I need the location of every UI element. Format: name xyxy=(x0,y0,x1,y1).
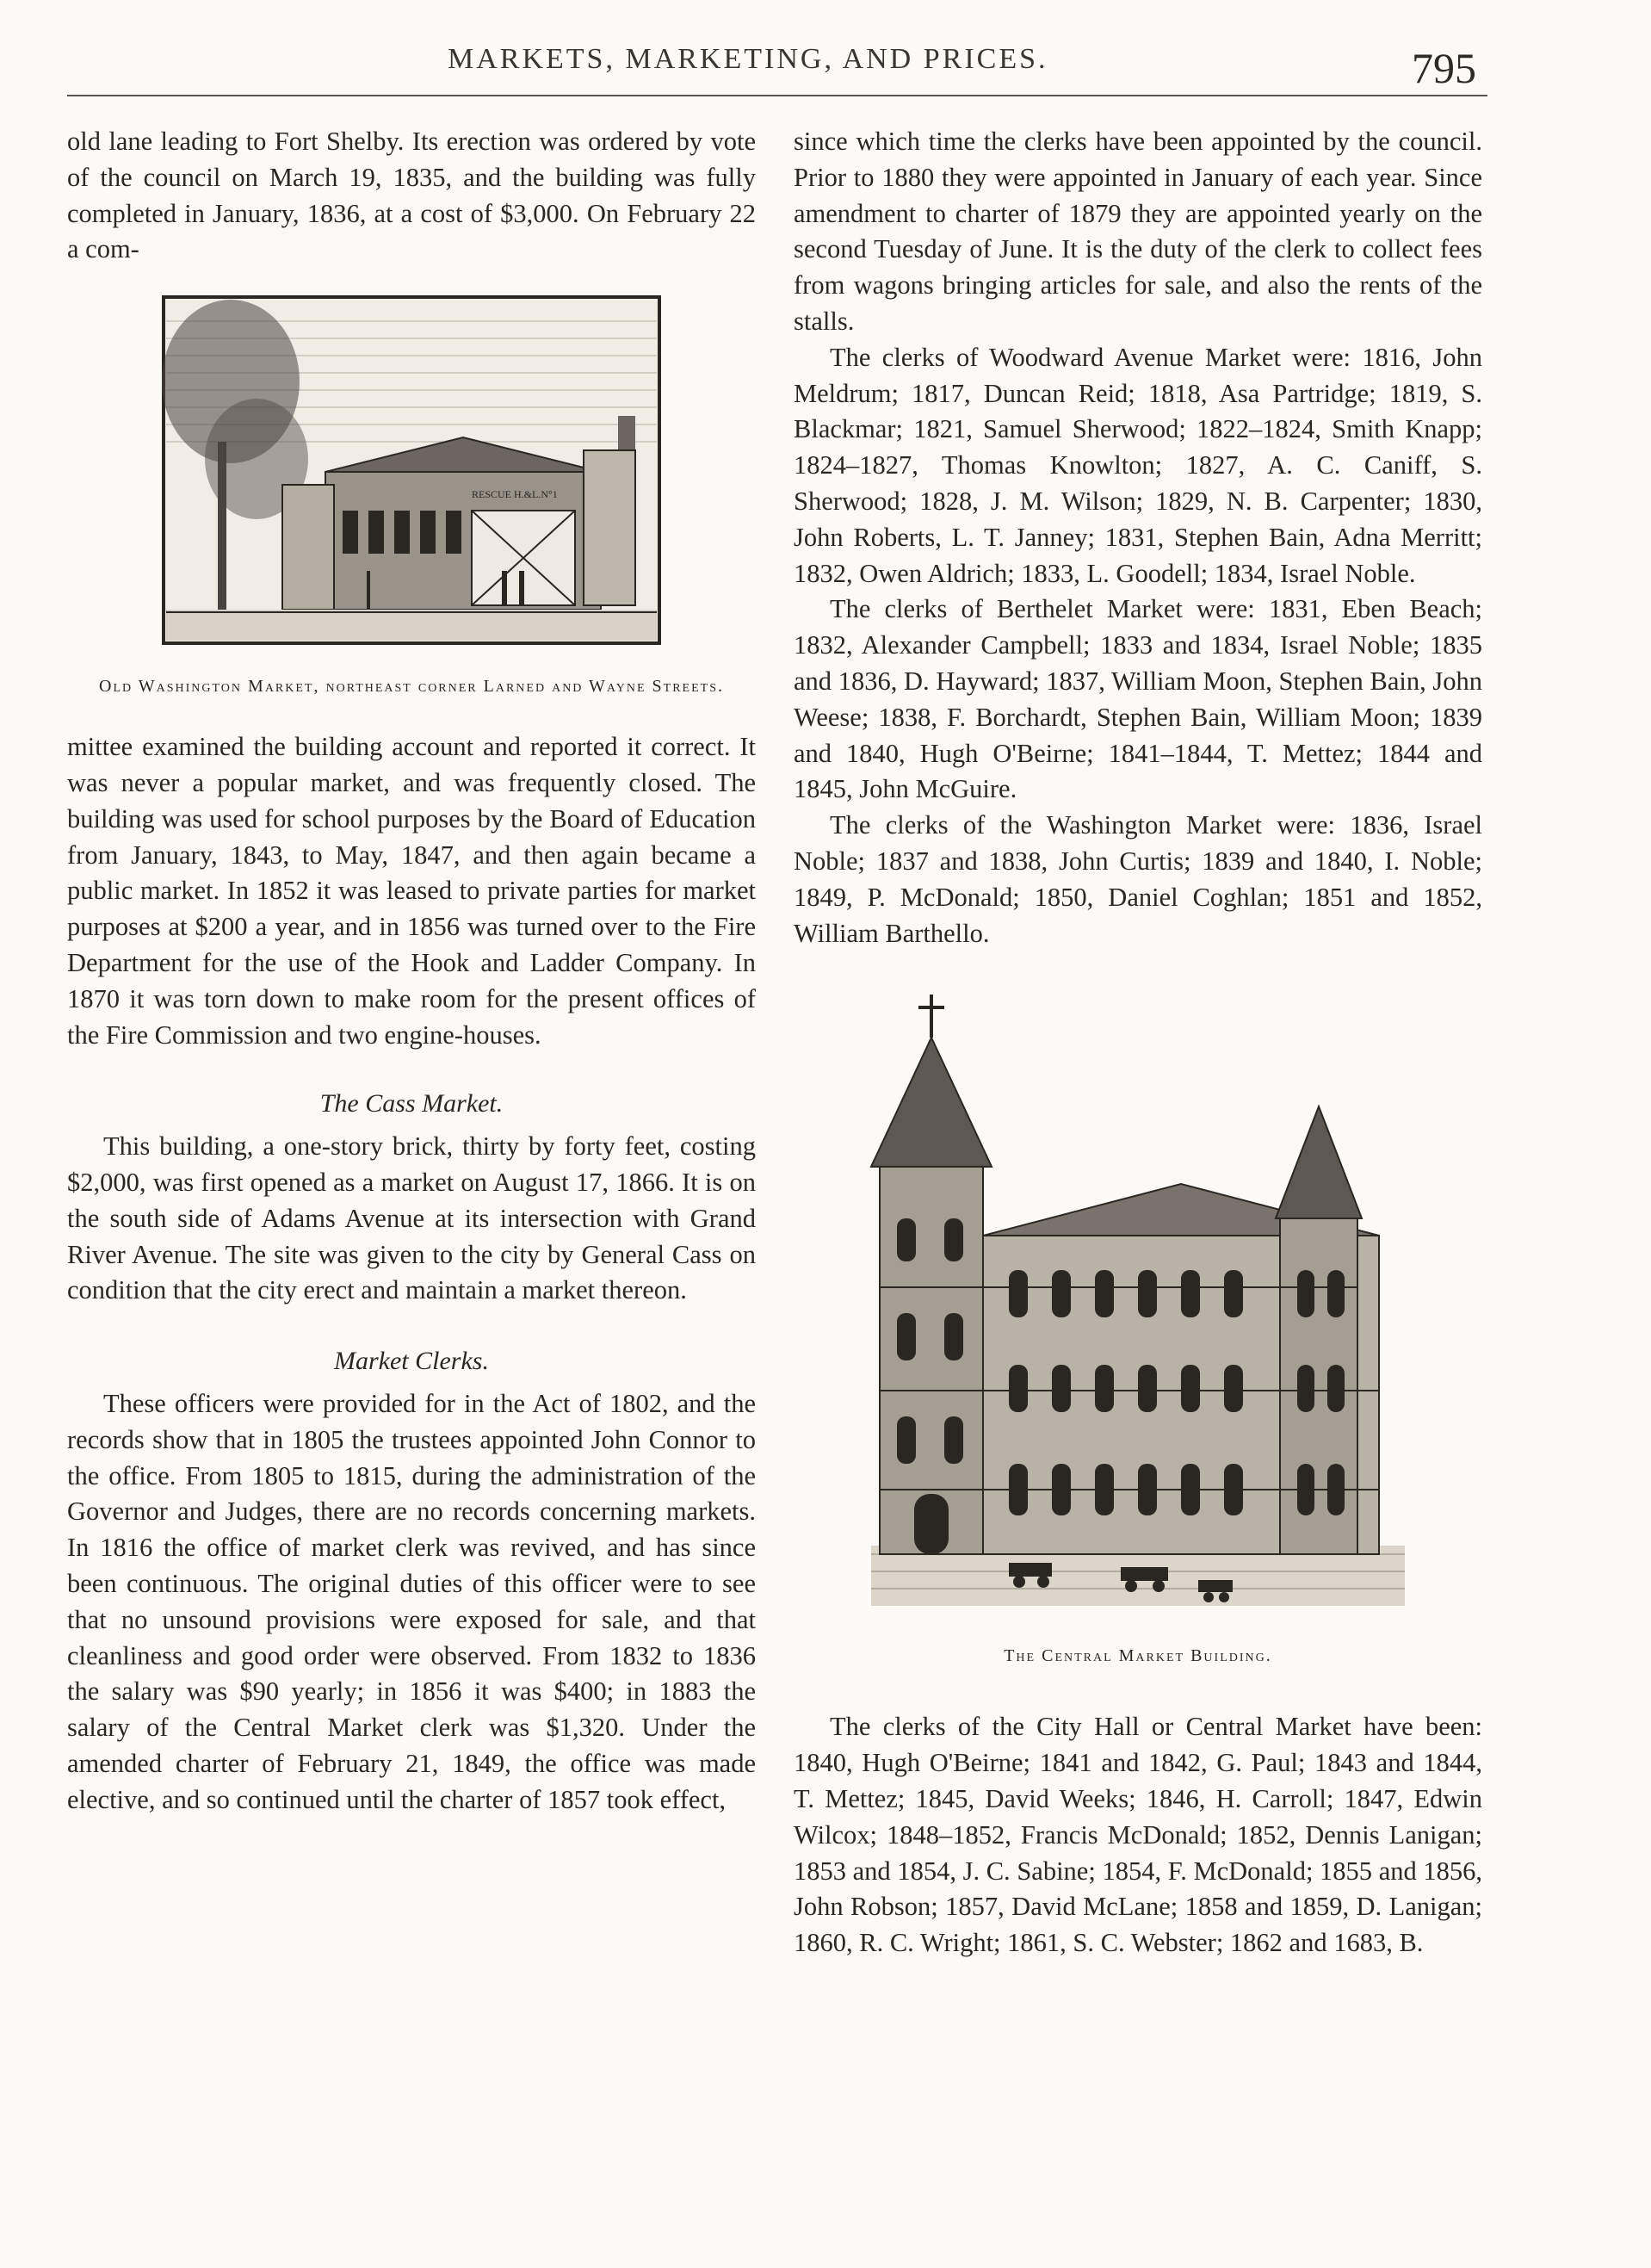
woodward-clerks-paragraph: The clerks of Woodward Avenue Market were: 1816, John Meldrum; 1817, Duncan Reid; 1818, Asa Partridge; 1819, S. Blackmar; 1821, Samuel Sherwood; 1822–1824, Smith Knapp; 1824–1827, Thomas Knowlton; 1827, A. C. Caniff, S. Sherwood; 1828, J. M. Wilson; 1829, N. B. Carpenter; 1830, John Roberts, L. T. Janney; 1831, Stephen Bain, Adna Merritt; 1832, Owen Aldrich; 1833, L. Goodell; 1834, Israel Noble. xyxy=(794,342,1482,588)
running-head xyxy=(0,38,1651,90)
firehouse-signage: RESCUE H.&L.N°1 xyxy=(472,488,558,501)
right-paragraph-1: since which time the clerks have been appointed by the council. Prior to 1880 they were appointed in January of each year. Since amendment to charter of 1879 they are appointed yearly on the second Tuesday of June. It is the duty of the clerk to collect fees from wagons bringing articles for sale, and also the rents of the stalls. xyxy=(794,127,1482,336)
left-paragraph-2: mittee examined the building account and reported it correct. It was never a popular market, and was frequently closed. The building was used for school purposes by the Board of Education from January, 1843, to May, 1847, and then again became a public market. In 1852 it was leased to private parties for market purposes at $200 a year, and in 1856 was turned over to the Fire Department for the use of the Hook and Ladder Company. In 1870 it was torn down to make room for the present offices of the Fire Commission and two engine-houses. xyxy=(67,732,756,1050)
central-market-clerks-paragraph: The clerks of the City Hall or Central Market have been: 1840, Hugh O'Beirne; 1841 and 1842, G. Paul; 1843 and 1844, T. Mettez; 1845, David Weeks; 1846, H. Carroll; 1847, Edwin Wilcox; 1848–1852, Francis McDonald; 1852, Dennis Lanigan; 1853 and 1854, J. C. Sabine; 1854, F. McDonald; 1855 and 1856, John Robson; 1857, David McLane; 1858 and 1859, D. Lanigan; 1860, R. C. Wright; 1861, S. C. Webster; 1862 and 1683, B. xyxy=(794,1712,1482,1958)
figure-caption-central-market: The Central Market Building. xyxy=(1004,1646,1272,1666)
market-clerks-paragraph: These officers were provided for in the Act of 1802, and the records show that in 1805 the trustees appointed John Connor to the office. From 1805 to 1815, during the administration of the Governor and Judges, there are no records concerning markets. In 1816 the office of market clerk was revived, and has since been continuous. The original duties of this officer were to see that no unsound provisions were exposed for sale, and that cleanliness and good order were observed. From 1832 to 1836 the salary was $90 yearly; in 1856 it was $400; in 1883 the salary of the Central Market clerk was $1,320. Under the amended charter of February 21, 1849, the office was made elective, and so continued until the charter of 1857 took effect, xyxy=(67,1388,756,1814)
central-market-illustration xyxy=(794,986,1482,1640)
figure-caption-old-washington-market: Old Washington Market, northeast corner Larned and Wayne Streets. xyxy=(99,677,724,697)
page-number: 795 xyxy=(1412,44,1476,92)
header-rule xyxy=(67,95,1487,96)
right-column xyxy=(794,124,1482,1961)
washington-clerks-paragraph: The clerks of the Washington Market were: 1836, Israel Noble; 1837 and 1838, John Curtis; 1839 and 1840, I. Noble; 1849, P. McDonald; 1850, Daniel Coghlan; 1851 and 1852, William Barthello. xyxy=(794,810,1482,948)
berthelet-clerks-paragraph: The clerks of Berthelet Market were: 1831, Eben Beach; 1832, Alexander Campbell; 1833 and 1834, Israel Noble; 1835 and 1836, D. Hayward; 1837, William Moon, Stephen Bain, John Weese; 1838, F. Borchardt, Stephen Bain, William Moon; 1839 and 1840, Hugh O'Beirne; 1841–1844, T. Mettez; 1844 and 1845, John McGuire. xyxy=(794,594,1482,804)
heading-market-clerks: Market Clerks. xyxy=(334,1347,489,1376)
left-column xyxy=(67,124,756,1819)
left-paragraph-1: old lane leading to Fort Shelby. Its erection was ordered by vote of the council on March 19, 1835, and the building was fully completed in January, 1836, at a cost of $3,000. On February 22 a com- xyxy=(67,127,756,264)
old-washington-market-illustration xyxy=(67,287,756,666)
figure-old-washington-market xyxy=(67,287,756,698)
running-title: MARKETS, MARKETING, AND PRICES. xyxy=(448,43,1048,75)
heading-cass-market: The Cass Market. xyxy=(319,1089,504,1119)
figure-central-market-building xyxy=(794,986,1482,1668)
cass-market-paragraph: This building, a one-story brick, thirty by forty feet, costing $2,000, was first opened as a market on August 17, 1866. It is on the south side of Adams Avenue at its intersection with Grand River Avenue. The site was given to the city by General Cass on condition that the city erect and maintain a market thereon. xyxy=(67,1131,756,1305)
